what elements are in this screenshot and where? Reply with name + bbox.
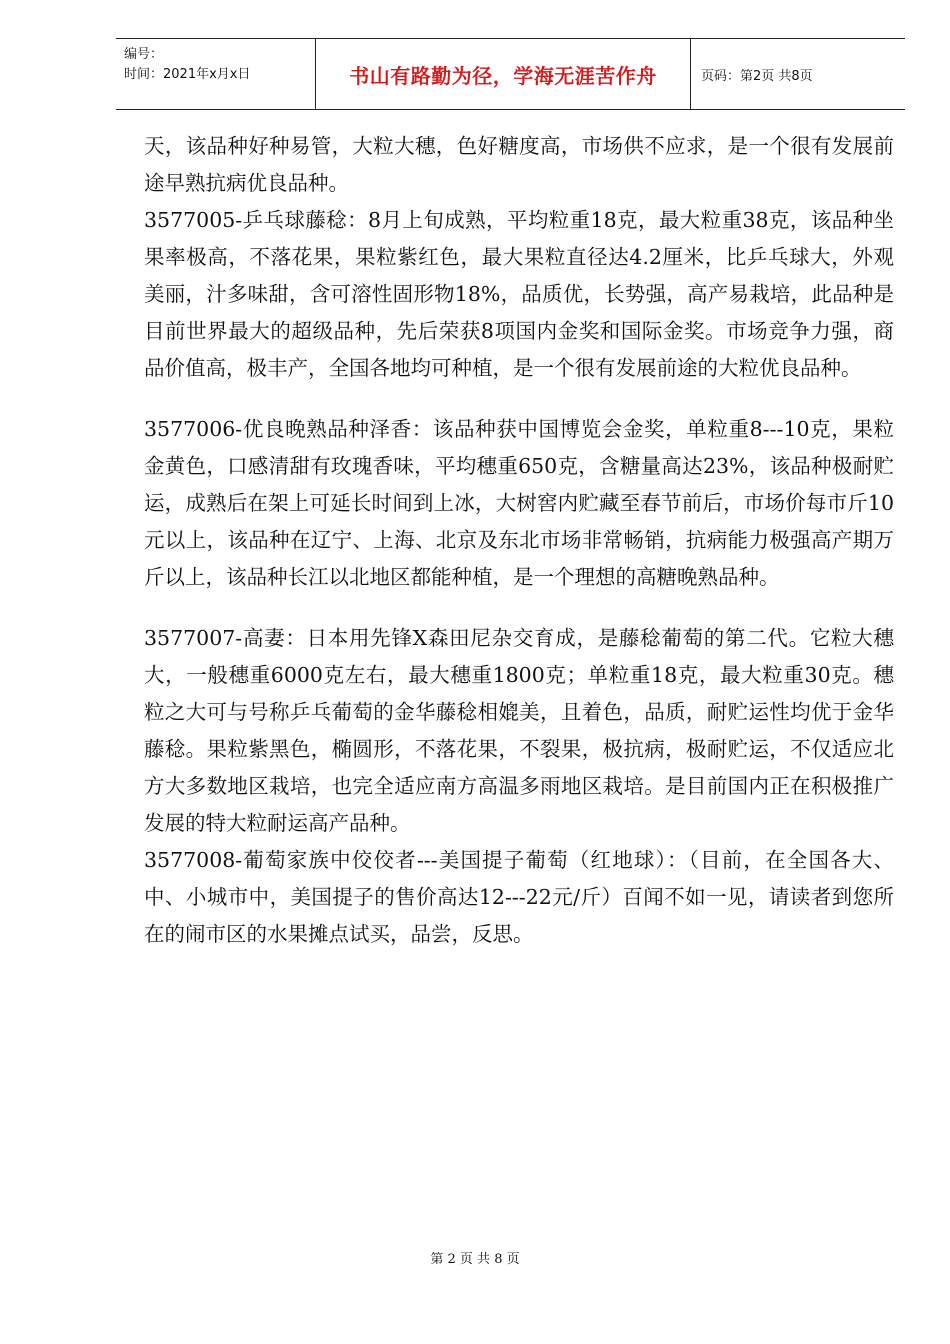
paragraph-3577006: 3577006-优良晚熟品种泽香：该品种获中国博览会金奖，单粒重8---10克，果粒金黄色，口感清甜有玫瑰香味，平均穗重650克，含糖量高达23%，该品种极耐贮运，成熟后在架上可延长时间到上冰，大树窖内贮藏至春节前后，市场价每市斤10元以上，该品种在辽宁、上海、北京及东北市场非常畅销，抗病能力极强高产期万斤以上，该品种长江以北地区都能种植，是一个理想的高糖晚熟品种。	[144, 417, 894, 589]
header-meta-cell	[116, 39, 316, 109]
header-page-info: 页码：第2页 共8页	[701, 68, 813, 84]
paragraph-3577008: 3577008-葡萄家族中佼佼者---美国提子葡萄（红地球）：（目前，在全国各大、中、小城市中，美国提子的售价高达12---22元/斤）百闻不如一见，请读者到您所在的闹市区的水果摊点试买，品尝，反思。	[144, 848, 894, 946]
document-number-label: 编号：	[124, 47, 164, 62]
document-time-label: 时间：2021年x月x日	[124, 67, 251, 82]
paragraph-3577007: 3577007-高妻：日本用先锋X森田尼杂交育成，是藤稔葡萄的第二代。它粒大穗大，一般穗重6000克左右，最大穗重1800克；单粒重18克，最大粒重30克。穗粒之大可与号称乒乓葡萄的金华藤稔相媲美，且着色，品质，耐贮运性均优于金华藤稔。果粒紫黑色，椭圆形，不落花果，不裂果，极抗病，极耐贮运，不仅适应北方大多数地区栽培，也完全适应南方高温多雨地区栽培。是目前国内正在积极推广发展的特大粒耐运高产品种。	[144, 626, 894, 835]
page-header	[116, 38, 905, 110]
header-slogan: 书山有路勤为径，学海无涯苦作舟	[349, 63, 657, 88]
paragraph-continuation: 天，该品种好种易管，大粒大穗，色好糖度高，市场供不应求，是一个很有发展前途早熟抗病优良品种。	[144, 134, 894, 195]
paragraph-3577005: 3577005-乒乓球藤稔：8月上旬成熟，平均粒重18克，最大粒重38克，该品种坐果率极高，不落花果，果粒紫红色，最大果粒直径达4.2厘米，比乒乓球大，外观美丽，汁多味甜，含可溶性固形物18%，品质优，长势强，高产易栽培，此品种是目前世界最大的超级品种，先后荣获8项国内金奖和国际金奖。市场竞争力强，商品价值高，极丰产，全国各地均可种植，是一个很有发展前途的大粒优良品种。	[144, 208, 894, 380]
document-body	[144, 128, 894, 953]
page-footer: 第 2 页 共 8 页	[430, 1252, 520, 1267]
header-page-cell	[691, 39, 905, 109]
header-slogan-cell	[316, 39, 691, 109]
